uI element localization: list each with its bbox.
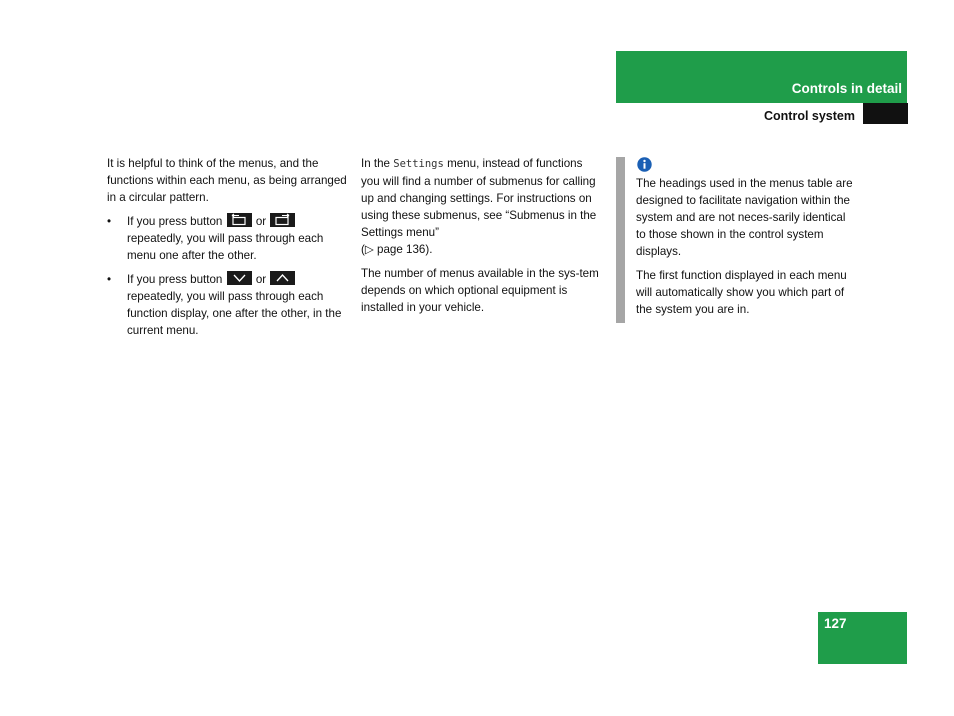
section-title: Controls in detail bbox=[791, 81, 902, 96]
bullet-text-suffix: repeatedly, you will pass through each function display, one after the other, in the current menu. bbox=[127, 290, 342, 337]
arrow-up-button-icon bbox=[270, 271, 295, 285]
bullet-dot: • bbox=[107, 215, 112, 228]
settings-text-after: menu, instead of functions you will find a number of submenus for calling up and changing settings. For instructions on using these submenus, see “Submenus in the Settings menu” bbox=[361, 157, 597, 239]
bullet-dot: • bbox=[107, 273, 112, 286]
arrow-down-button-icon bbox=[227, 271, 252, 285]
settings-text-before: In the bbox=[361, 157, 391, 170]
settings-paragraph bbox=[361, 155, 603, 258]
info-icon bbox=[637, 157, 652, 172]
subsection-title: Control system bbox=[764, 109, 855, 123]
column-info bbox=[636, 155, 856, 325]
page-number: 127 bbox=[824, 616, 847, 631]
info-paragraph-first-function: The first function displayed in each menu will automatically show you which part of the system you are in. bbox=[636, 269, 847, 316]
bullet-text-prefix: If you press button bbox=[127, 215, 223, 228]
menu-back-button-icon bbox=[227, 213, 252, 227]
bullet-text-prefix: If you press button bbox=[127, 273, 223, 286]
bullet-list bbox=[107, 213, 347, 339]
bullet-connector: or bbox=[255, 215, 267, 228]
bullet-text-suffix: repeatedly, you will pass through each menu one after the other. bbox=[127, 232, 324, 262]
list-item bbox=[107, 271, 347, 339]
settings-menu-name: Settings bbox=[393, 158, 444, 170]
column-middle bbox=[361, 155, 603, 323]
list-item bbox=[107, 213, 347, 264]
menu-forward-button-icon bbox=[270, 213, 295, 227]
page-reference: (▷ page 136). bbox=[361, 243, 433, 256]
info-sidebar bbox=[616, 157, 625, 323]
subheader-tab bbox=[863, 103, 908, 124]
menus-availability-paragraph: The number of menus available in the sys-tem depends on which optional equipment is installed in your vehicle. bbox=[361, 267, 599, 314]
bullet-connector: or bbox=[255, 273, 267, 286]
intro-paragraph: It is helpful to think of the menus, and the functions within each menu, as being arranged in a circular pattern. bbox=[107, 157, 347, 204]
column-left bbox=[107, 155, 347, 346]
info-paragraph-headings: The headings used in the menus table are designed to facilitate navigation within the system and are not neces-sarily identical to those shown in the control system displays. bbox=[636, 177, 853, 258]
